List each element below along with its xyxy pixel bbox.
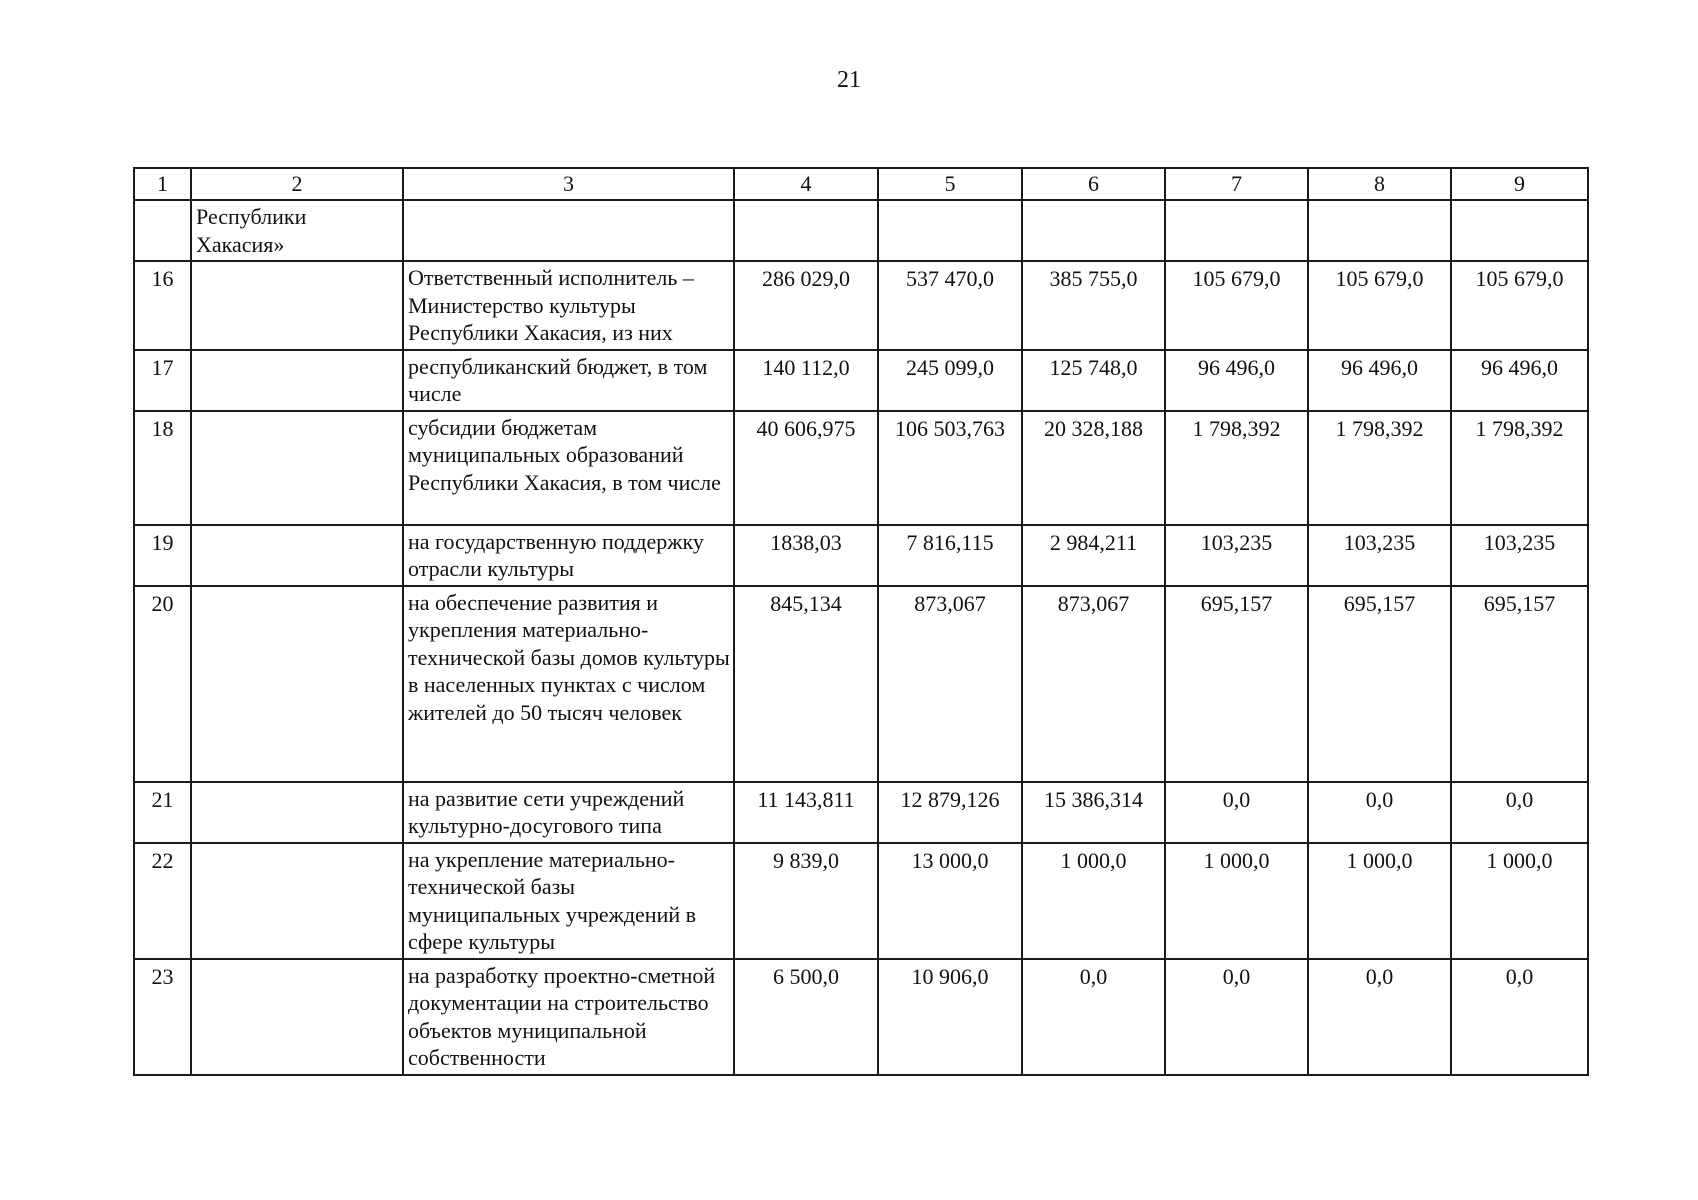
table-cell — [403, 200, 734, 261]
value-cell: 125 748,0 — [1022, 350, 1165, 411]
value-cell: 0,0 — [1451, 782, 1588, 843]
row-description: на государственную поддержку отрасли культуры — [403, 525, 734, 586]
table-header-row — [134, 168, 1588, 200]
table-row — [134, 843, 1588, 959]
table-row — [134, 959, 1588, 1075]
value-cell: 0,0 — [1165, 782, 1308, 843]
value-cell: 20 328,188 — [1022, 411, 1165, 525]
table-row — [134, 586, 1588, 782]
value-cell: 96 496,0 — [1451, 350, 1588, 411]
header-cell: 7 — [1165, 168, 1308, 200]
table-row — [134, 261, 1588, 350]
budget-table — [133, 167, 1589, 1076]
table-cell-program — [191, 959, 403, 1075]
table-cell-program — [191, 411, 403, 525]
row-index: 18 — [134, 411, 191, 525]
value-cell: 103,235 — [1308, 525, 1451, 586]
value-cell: 96 496,0 — [1165, 350, 1308, 411]
row-index: 19 — [134, 525, 191, 586]
table-cell — [1165, 200, 1308, 261]
table-cell-program — [191, 586, 403, 782]
table-cell — [878, 200, 1022, 261]
value-cell: 1 000,0 — [1308, 843, 1451, 959]
value-cell: 0,0 — [1022, 959, 1165, 1075]
value-cell: 286 029,0 — [734, 261, 878, 350]
value-cell: 695,157 — [1451, 586, 1588, 782]
value-cell: 96 496,0 — [1308, 350, 1451, 411]
value-cell: 40 606,975 — [734, 411, 878, 525]
row-index: 20 — [134, 586, 191, 782]
table-cell-program — [191, 261, 403, 350]
header-cell: 5 — [878, 168, 1022, 200]
value-cell: 105 679,0 — [1451, 261, 1588, 350]
value-cell: 103,235 — [1451, 525, 1588, 586]
value-cell: 537 470,0 — [878, 261, 1022, 350]
value-cell: 10 906,0 — [878, 959, 1022, 1075]
table-body — [134, 261, 1588, 1075]
value-cell: 103,235 — [1165, 525, 1308, 586]
value-cell: 13 000,0 — [878, 843, 1022, 959]
table-cell-program — [191, 782, 403, 843]
value-cell: 873,067 — [1022, 586, 1165, 782]
value-cell: 12 879,126 — [878, 782, 1022, 843]
table-cell-program — [191, 843, 403, 959]
value-cell: 9 839,0 — [734, 843, 878, 959]
table-cell — [734, 200, 878, 261]
value-cell: 0,0 — [1451, 959, 1588, 1075]
row-description: республиканский бюджет, в том числе — [403, 350, 734, 411]
value-cell: 1 000,0 — [1165, 843, 1308, 959]
table-row — [134, 782, 1588, 843]
value-cell: 106 503,763 — [878, 411, 1022, 525]
header-cell: 9 — [1451, 168, 1588, 200]
value-cell: 695,157 — [1165, 586, 1308, 782]
table-cell-program — [191, 350, 403, 411]
page-number: 21 — [837, 67, 861, 93]
table-cell-program — [191, 525, 403, 586]
row-index: 17 — [134, 350, 191, 411]
value-cell: 695,157 — [1308, 586, 1451, 782]
value-cell: 1838,03 — [734, 525, 878, 586]
value-cell: 11 143,811 — [734, 782, 878, 843]
header-cell: 4 — [734, 168, 878, 200]
header-cell: 3 — [403, 168, 734, 200]
value-cell: 15 386,314 — [1022, 782, 1165, 843]
value-cell: 873,067 — [878, 586, 1022, 782]
value-cell: 1 798,392 — [1165, 411, 1308, 525]
table-cell — [1022, 200, 1165, 261]
header-cell: 1 — [134, 168, 191, 200]
row-index: 23 — [134, 959, 191, 1075]
value-cell: 1 000,0 — [1451, 843, 1588, 959]
row-index: 16 — [134, 261, 191, 350]
row-index: 21 — [134, 782, 191, 843]
value-cell: 245 099,0 — [878, 350, 1022, 411]
value-cell: 1 798,392 — [1451, 411, 1588, 525]
row-description: субсидии бюджетам муниципальных образований Республики Хакасия, в том числе — [403, 411, 734, 525]
header-cell: 6 — [1022, 168, 1165, 200]
value-cell: 0,0 — [1165, 959, 1308, 1075]
value-cell: 845,134 — [734, 586, 878, 782]
value-cell: 0,0 — [1308, 782, 1451, 843]
value-cell: 2 984,211 — [1022, 525, 1165, 586]
header-cell: 2 — [191, 168, 403, 200]
table-cell — [1451, 200, 1588, 261]
value-cell: 1 000,0 — [1022, 843, 1165, 959]
value-cell: 140 112,0 — [734, 350, 878, 411]
table-cell — [1308, 200, 1451, 261]
row-description: на развитие сети учреждений культурно-досугового типа — [403, 782, 734, 843]
row-description: на укрепление материально-технической базы муниципальных учреждений в сфере культуры — [403, 843, 734, 959]
table-row — [134, 411, 1588, 525]
row-index: 22 — [134, 843, 191, 959]
row-description: Ответственный исполнитель – Министерство культуры Республики Хакасия, из них — [403, 261, 734, 350]
value-cell: 1 798,392 — [1308, 411, 1451, 525]
table-row — [134, 525, 1588, 586]
value-cell: 385 755,0 — [1022, 261, 1165, 350]
table-row-continuation — [134, 200, 1588, 261]
header-cell: 8 — [1308, 168, 1451, 200]
row-description: на разработку проектно-сметной документации на строительство объектов муниципальной собственности — [403, 959, 734, 1075]
row-description: на обеспечение развития и укрепления материально-технической базы домов культуры в населенных пунктах с числом жителей до 50 тысяч человек — [403, 586, 734, 782]
value-cell: 105 679,0 — [1165, 261, 1308, 350]
value-cell: 6 500,0 — [734, 959, 878, 1075]
table-cell — [134, 200, 191, 261]
table-row — [134, 350, 1588, 411]
value-cell: 0,0 — [1308, 959, 1451, 1075]
table-cell-program: Республики Хакасия» — [191, 200, 403, 261]
value-cell: 105 679,0 — [1308, 261, 1451, 350]
value-cell: 7 816,115 — [878, 525, 1022, 586]
